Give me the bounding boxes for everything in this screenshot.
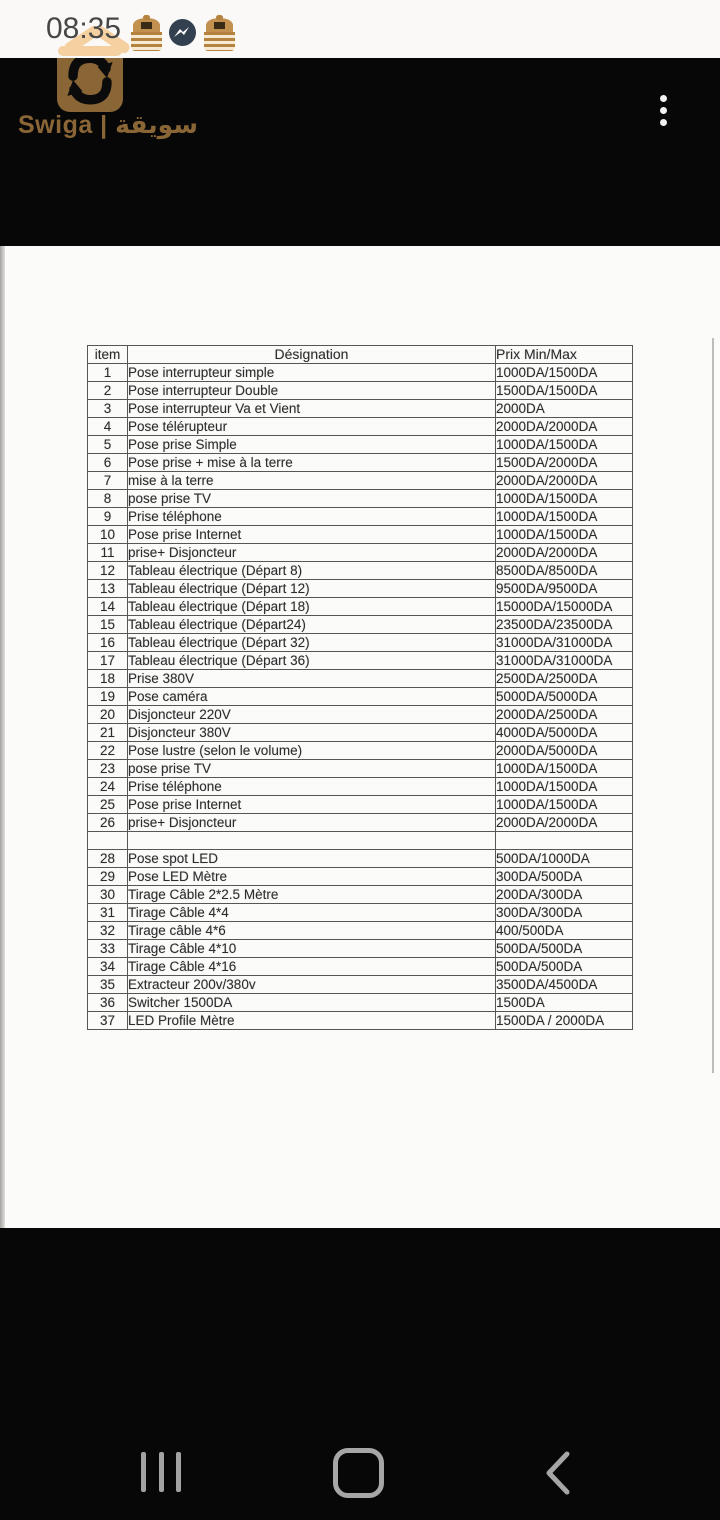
designation-cell: Tableau électrique (Départ 12) — [128, 580, 496, 598]
home-button[interactable] — [333, 1448, 384, 1498]
designation-cell — [128, 832, 496, 850]
price-cell: 1500DA/1500DA — [496, 382, 633, 400]
table-row — [88, 490, 633, 508]
designation-cell: Pose interrupteur Va et Vient — [128, 400, 496, 418]
designation-cell: Pose prise Internet — [128, 796, 496, 814]
price-table — [87, 345, 633, 1030]
table-row — [88, 436, 633, 454]
table-header-row — [88, 346, 633, 364]
item-cell: 19 — [88, 688, 128, 706]
header-item: item — [88, 346, 128, 364]
table-row — [88, 580, 633, 598]
price-cell: 1000DA/1500DA — [496, 490, 633, 508]
price-cell: 15000DA/15000DA — [496, 598, 633, 616]
table-row — [88, 634, 633, 652]
designation-cell: Tirage Câble 4*16 — [128, 958, 496, 976]
header-designation: Désignation — [128, 346, 496, 364]
table-row — [88, 688, 633, 706]
table-row — [88, 1012, 633, 1030]
designation-cell: Pose prise Simple — [128, 436, 496, 454]
designation-cell: Pose prise + mise à la terre — [128, 454, 496, 472]
item-cell: 5 — [88, 436, 128, 454]
table-row — [88, 814, 633, 832]
table-row — [88, 652, 633, 670]
item-cell: 21 — [88, 724, 128, 742]
kebab-menu-icon[interactable] — [656, 95, 670, 131]
price-cell: 31000DA/31000DA — [496, 634, 633, 652]
nav-bar — [0, 1228, 720, 1520]
designation-cell: Pose télérupteur — [128, 418, 496, 436]
designation-cell: Disjoncteur 220V — [128, 706, 496, 724]
price-cell: 1000DA/1500DA — [496, 760, 633, 778]
price-list-document — [0, 246, 720, 1228]
recents-button[interactable] — [141, 1452, 181, 1492]
item-cell: 31 — [88, 904, 128, 922]
designation-cell: Pose spot LED — [128, 850, 496, 868]
item-cell: 4 — [88, 418, 128, 436]
designation-cell: Tirage Câble 2*2.5 Mètre — [128, 886, 496, 904]
price-cell: 2000DA/2000DA — [496, 544, 633, 562]
table-row — [88, 886, 633, 904]
messenger-icon — [169, 19, 196, 46]
table-row — [88, 976, 633, 994]
price-cell: 500DA/500DA — [496, 958, 633, 976]
price-cell: 1000DA/1500DA — [496, 436, 633, 454]
item-cell: 36 — [88, 994, 128, 1012]
item-cell: 1 — [88, 364, 128, 382]
item-cell: 7 — [88, 472, 128, 490]
designation-cell: LED Profile Mètre — [128, 1012, 496, 1030]
table-row — [88, 598, 633, 616]
designation-cell: prise+ Disjoncteur — [128, 544, 496, 562]
table-row — [88, 742, 633, 760]
price-cell: 2000DA/2000DA — [496, 814, 633, 832]
price-cell — [496, 832, 633, 850]
header-price: Prix Min/Max — [496, 346, 633, 364]
price-table-body — [88, 364, 633, 1030]
item-cell: 16 — [88, 634, 128, 652]
item-cell: 12 — [88, 562, 128, 580]
item-cell: 17 — [88, 652, 128, 670]
item-cell: 23 — [88, 760, 128, 778]
designation-cell: Disjoncteur 380V — [128, 724, 496, 742]
price-cell: 4000DA/5000DA — [496, 724, 633, 742]
price-cell: 500DA/500DA — [496, 940, 633, 958]
item-cell: 32 — [88, 922, 128, 940]
price-cell: 2000DA/2000DA — [496, 472, 633, 490]
designation-cell: Pose prise Internet — [128, 526, 496, 544]
paper-edge — [712, 338, 714, 1073]
item-cell: 28 — [88, 850, 128, 868]
price-cell: 300DA/500DA — [496, 868, 633, 886]
designation-cell: Tableau électrique (Départ24) — [128, 616, 496, 634]
item-cell: 15 — [88, 616, 128, 634]
designation-cell: Tableau électrique (Départ 8) — [128, 562, 496, 580]
designation-cell: prise+ Disjoncteur — [128, 814, 496, 832]
item-cell: 2 — [88, 382, 128, 400]
item-cell: 8 — [88, 490, 128, 508]
table-row — [88, 904, 633, 922]
designation-cell: Tableau électrique (Départ 18) — [128, 598, 496, 616]
price-cell: 5000DA/5000DA — [496, 688, 633, 706]
price-cell: 9500DA/9500DA — [496, 580, 633, 598]
price-cell: 1000DA/1500DA — [496, 778, 633, 796]
designation-cell: Tableau électrique (Départ 32) — [128, 634, 496, 652]
item-cell: 37 — [88, 1012, 128, 1030]
designation-cell: Pose caméra — [128, 688, 496, 706]
price-cell: 1000DA/1500DA — [496, 526, 633, 544]
item-cell: 20 — [88, 706, 128, 724]
table-row — [88, 454, 633, 472]
price-cell: 2500DA/2500DA — [496, 670, 633, 688]
table-row — [88, 724, 633, 742]
designation-cell: Pose interrupteur Double — [128, 382, 496, 400]
table-row — [88, 670, 633, 688]
designation-cell: Tirage Câble 4*4 — [128, 904, 496, 922]
item-cell: 25 — [88, 796, 128, 814]
item-cell: 22 — [88, 742, 128, 760]
table-row — [88, 382, 633, 400]
price-cell: 300DA/300DA — [496, 904, 633, 922]
table-row — [88, 544, 633, 562]
item-cell: 3 — [88, 400, 128, 418]
price-cell: 2000DA — [496, 400, 633, 418]
logo-watermark-bar — [58, 46, 122, 56]
price-cell: 200DA/300DA — [496, 886, 633, 904]
item-cell: 9 — [88, 508, 128, 526]
table-row — [88, 832, 633, 850]
table-row — [88, 868, 633, 886]
designation-cell: pose prise TV — [128, 760, 496, 778]
table-row — [88, 760, 633, 778]
store-app-icon — [204, 15, 235, 51]
table-row — [88, 958, 633, 976]
item-cell: 26 — [88, 814, 128, 832]
table-row — [88, 364, 633, 382]
table-row — [88, 940, 633, 958]
price-cell: 500DA/1000DA — [496, 850, 633, 868]
table-row — [88, 850, 633, 868]
item-cell: 24 — [88, 778, 128, 796]
designation-cell: Extracteur 200v/380v — [128, 976, 496, 994]
designation-cell: Tirage Câble 4*10 — [128, 940, 496, 958]
item-cell: 10 — [88, 526, 128, 544]
price-cell: 2000DA/2500DA — [496, 706, 633, 724]
designation-cell: Tirage câble 4*6 — [128, 922, 496, 940]
designation-cell: Prise 380V — [128, 670, 496, 688]
designation-cell: Pose interrupteur simple — [128, 364, 496, 382]
table-row — [88, 418, 633, 436]
item-cell: 11 — [88, 544, 128, 562]
designation-cell: mise à la terre — [128, 472, 496, 490]
price-cell: 23500DA/23500DA — [496, 616, 633, 634]
designation-cell: Pose LED Mètre — [128, 868, 496, 886]
price-cell: 1000DA/1500DA — [496, 508, 633, 526]
table-row — [88, 796, 633, 814]
price-cell: 1000DA/1500DA — [496, 364, 633, 382]
price-cell: 1000DA/1500DA — [496, 796, 633, 814]
item-cell: 18 — [88, 670, 128, 688]
designation-cell: Prise téléphone — [128, 778, 496, 796]
table-row — [88, 994, 633, 1012]
table-row — [88, 508, 633, 526]
price-cell: 1500DA — [496, 994, 633, 1012]
price-cell: 1500DA / 2000DA — [496, 1012, 633, 1030]
item-cell: 13 — [88, 580, 128, 598]
designation-cell: Prise téléphone — [128, 508, 496, 526]
table-row — [88, 562, 633, 580]
price-cell: 3500DA/4500DA — [496, 976, 633, 994]
designation-cell: Pose lustre (selon le volume) — [128, 742, 496, 760]
designation-cell: Tableau électrique (Départ 36) — [128, 652, 496, 670]
back-button[interactable] — [543, 1450, 571, 1496]
table-row — [88, 922, 633, 940]
price-cell: 31000DA/31000DA — [496, 652, 633, 670]
item-cell: 34 — [88, 958, 128, 976]
table-row — [88, 526, 633, 544]
price-cell: 1500DA/2000DA — [496, 454, 633, 472]
table-row — [88, 706, 633, 724]
brand-name: Swiga | سويقة — [18, 111, 198, 139]
item-cell — [88, 832, 128, 850]
table-row — [88, 400, 633, 418]
table-row — [88, 472, 633, 490]
status-bar — [0, 0, 720, 58]
store-app-icon — [131, 15, 162, 51]
item-cell: 29 — [88, 868, 128, 886]
item-cell: 33 — [88, 940, 128, 958]
price-cell: 8500DA/8500DA — [496, 562, 633, 580]
item-cell: 6 — [88, 454, 128, 472]
price-cell: 2000DA/5000DA — [496, 742, 633, 760]
designation-cell: pose prise TV — [128, 490, 496, 508]
price-cell: 2000DA/2000DA — [496, 418, 633, 436]
designation-cell: Switcher 1500DA — [128, 994, 496, 1012]
table-row — [88, 778, 633, 796]
status-time: 08:35 — [46, 12, 122, 45]
item-cell: 14 — [88, 598, 128, 616]
price-cell: 400/500DA — [496, 922, 633, 940]
table-row — [88, 616, 633, 634]
item-cell: 35 — [88, 976, 128, 994]
item-cell: 30 — [88, 886, 128, 904]
